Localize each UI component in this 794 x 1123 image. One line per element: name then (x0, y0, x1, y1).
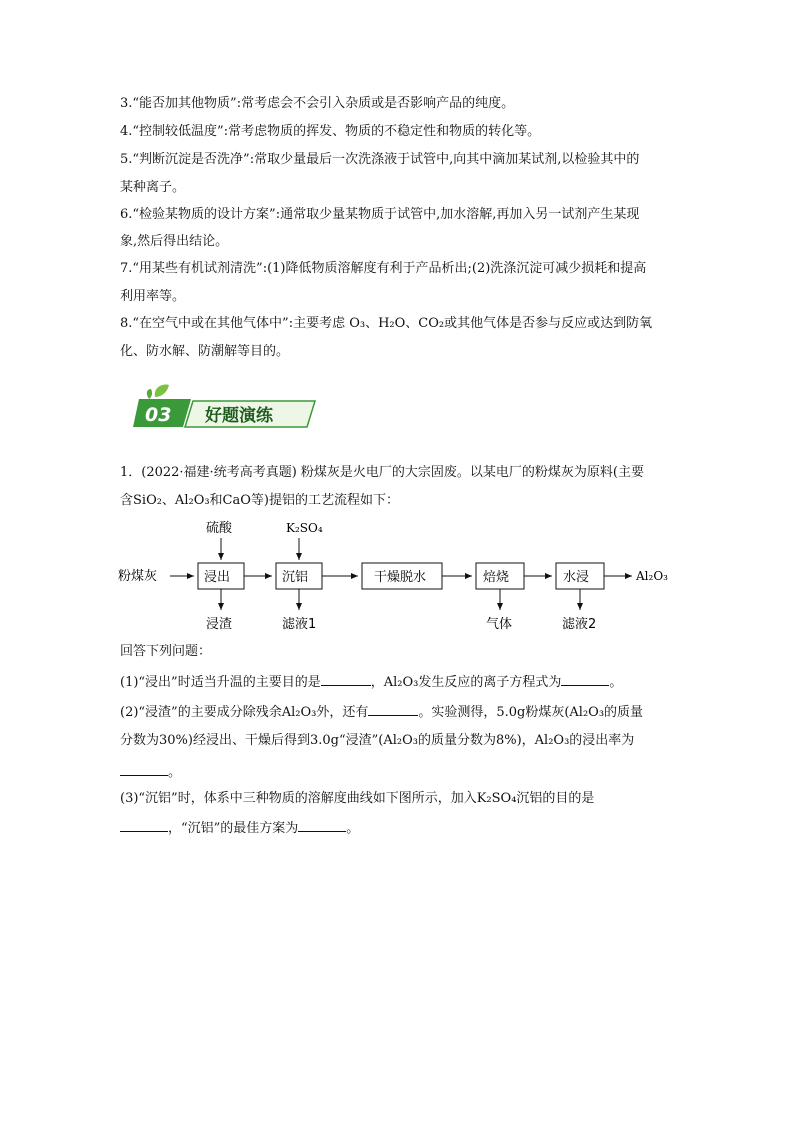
q3-blank-1[interactable] (120, 817, 168, 832)
q2-text-b: 。实验测得，5.0g粉煤灰(Al₂O₃的质量 (418, 705, 644, 720)
q1-blank-1[interactable] (321, 671, 371, 686)
leaf-icon (155, 385, 169, 398)
flow-reagent-acid: 硫酸 (206, 521, 233, 536)
tip-line-7a: 7.“用某些有机试剂清洗”:(1)降低物质溶解度有利于产品析出;(2)洗涤沉淀可减少损耗和提高 (120, 261, 647, 276)
tip-line-6a: 6.“检验某物质的设计方案”:通常取少量某物质于试管中,加水溶解,再加入另一试剂产生某现 (120, 207, 640, 222)
flow-step-leach-label: 浸出 (204, 570, 231, 585)
flow-byproduct-filtrate1: 滤液1 (282, 617, 317, 632)
q3-text-c: 。 (346, 821, 360, 836)
flow-step-roast-label: 焙烧 (483, 570, 510, 585)
q1-text-c: 。 (609, 675, 623, 690)
tip-line-5a: 5.“判断沉淀是否洗净”:常取少量最后一次洗涤液于试管中,向其中滴加某试剂,以检验其中的 (120, 152, 640, 167)
question-intro-2: 含SiO₂、Al₂O₃和CaO等)提铝的工艺流程如下： (120, 493, 399, 508)
flow-reagent-k2so4: K₂SO₄ (286, 521, 323, 535)
tip-line-4: 4.“控制较低温度”:常考虑物质的挥发、物质的不稳定性和物质的转化等。 (120, 124, 541, 139)
q1-text-a: (1)“浸出”时适当升温的主要目的是 (120, 675, 321, 690)
tip-line-3: 3.“能否加其他物质”:常考虑会不会引入杂质或是否影响产品的纯度。 (120, 96, 515, 111)
section-header (133, 383, 318, 431)
q2-text-a: (2)“浸渣”的主要成分除残余Al₂O₃外，还有 (120, 705, 369, 720)
process-flow-diagram (118, 518, 688, 638)
q2-blank-2[interactable] (120, 761, 168, 776)
q3-blank-2[interactable] (298, 817, 346, 832)
flow-step-precipitate-label: 沉铝 (282, 570, 309, 585)
flow-byproduct-gas: 气体 (486, 617, 513, 632)
flow-byproduct-filtrate2: 滤液2 (562, 617, 597, 632)
flow-input: 粉煤灰 (118, 569, 158, 584)
q2-blank-1[interactable] (368, 701, 418, 716)
tip-line-6b: 象,然后得出结论。 (120, 234, 229, 249)
flow-step-dry-label: 干燥脱水 (374, 570, 427, 585)
question-2 (120, 701, 680, 723)
q1-blank-2[interactable] (561, 671, 609, 686)
tip-line-8a: 8.“在空气中或在其他气体中”:主要考虑 O₃、H₂O、CO₂或其他气体是否参与反应或达到防氧 (120, 316, 653, 331)
answer-prompt: 回答下列问题： (120, 644, 212, 659)
question-1 (120, 671, 680, 693)
q2-end: 。 (168, 765, 182, 780)
flow-byproduct-residue: 浸渣 (206, 617, 233, 632)
tip-line-8b: 化、防水解、防潮解等目的。 (120, 344, 290, 359)
question-3: (3)“沉铝”时，体系中三种物质的溶解度曲线如下图所示，加入K₂SO₄沉铝的目的是 (120, 791, 595, 806)
question-3-line2 (120, 817, 680, 839)
flow-step-water-leach-label: 水浸 (563, 570, 590, 585)
question-2-line3 (120, 761, 680, 783)
q3-text-b: ，“沉铝”的最佳方案为 (168, 821, 299, 836)
section-title: 好题演练 (205, 406, 273, 426)
q1-text-b: ，Al₂O₃发生反应的离子方程式为 (370, 675, 562, 690)
flow-output: Al₂O₃ (636, 569, 668, 583)
question-intro-1: 1．(2022·福建·统考高考真题) 粉煤灰是火电厂的大宗固废。以某电厂的粉煤灰为原料(主要 (120, 465, 644, 480)
section-number: 03 (145, 404, 172, 426)
tip-line-7b: 利用率等。 (120, 289, 186, 304)
tip-line-5b: 某种离子。 (120, 180, 186, 195)
question-2-line2: 分数为30%)经浸出、干燥后得到3.0g“浸渣”(Al₂O₃的质量分数为8%)，Al₂O₃的浸出率为 (120, 733, 635, 748)
